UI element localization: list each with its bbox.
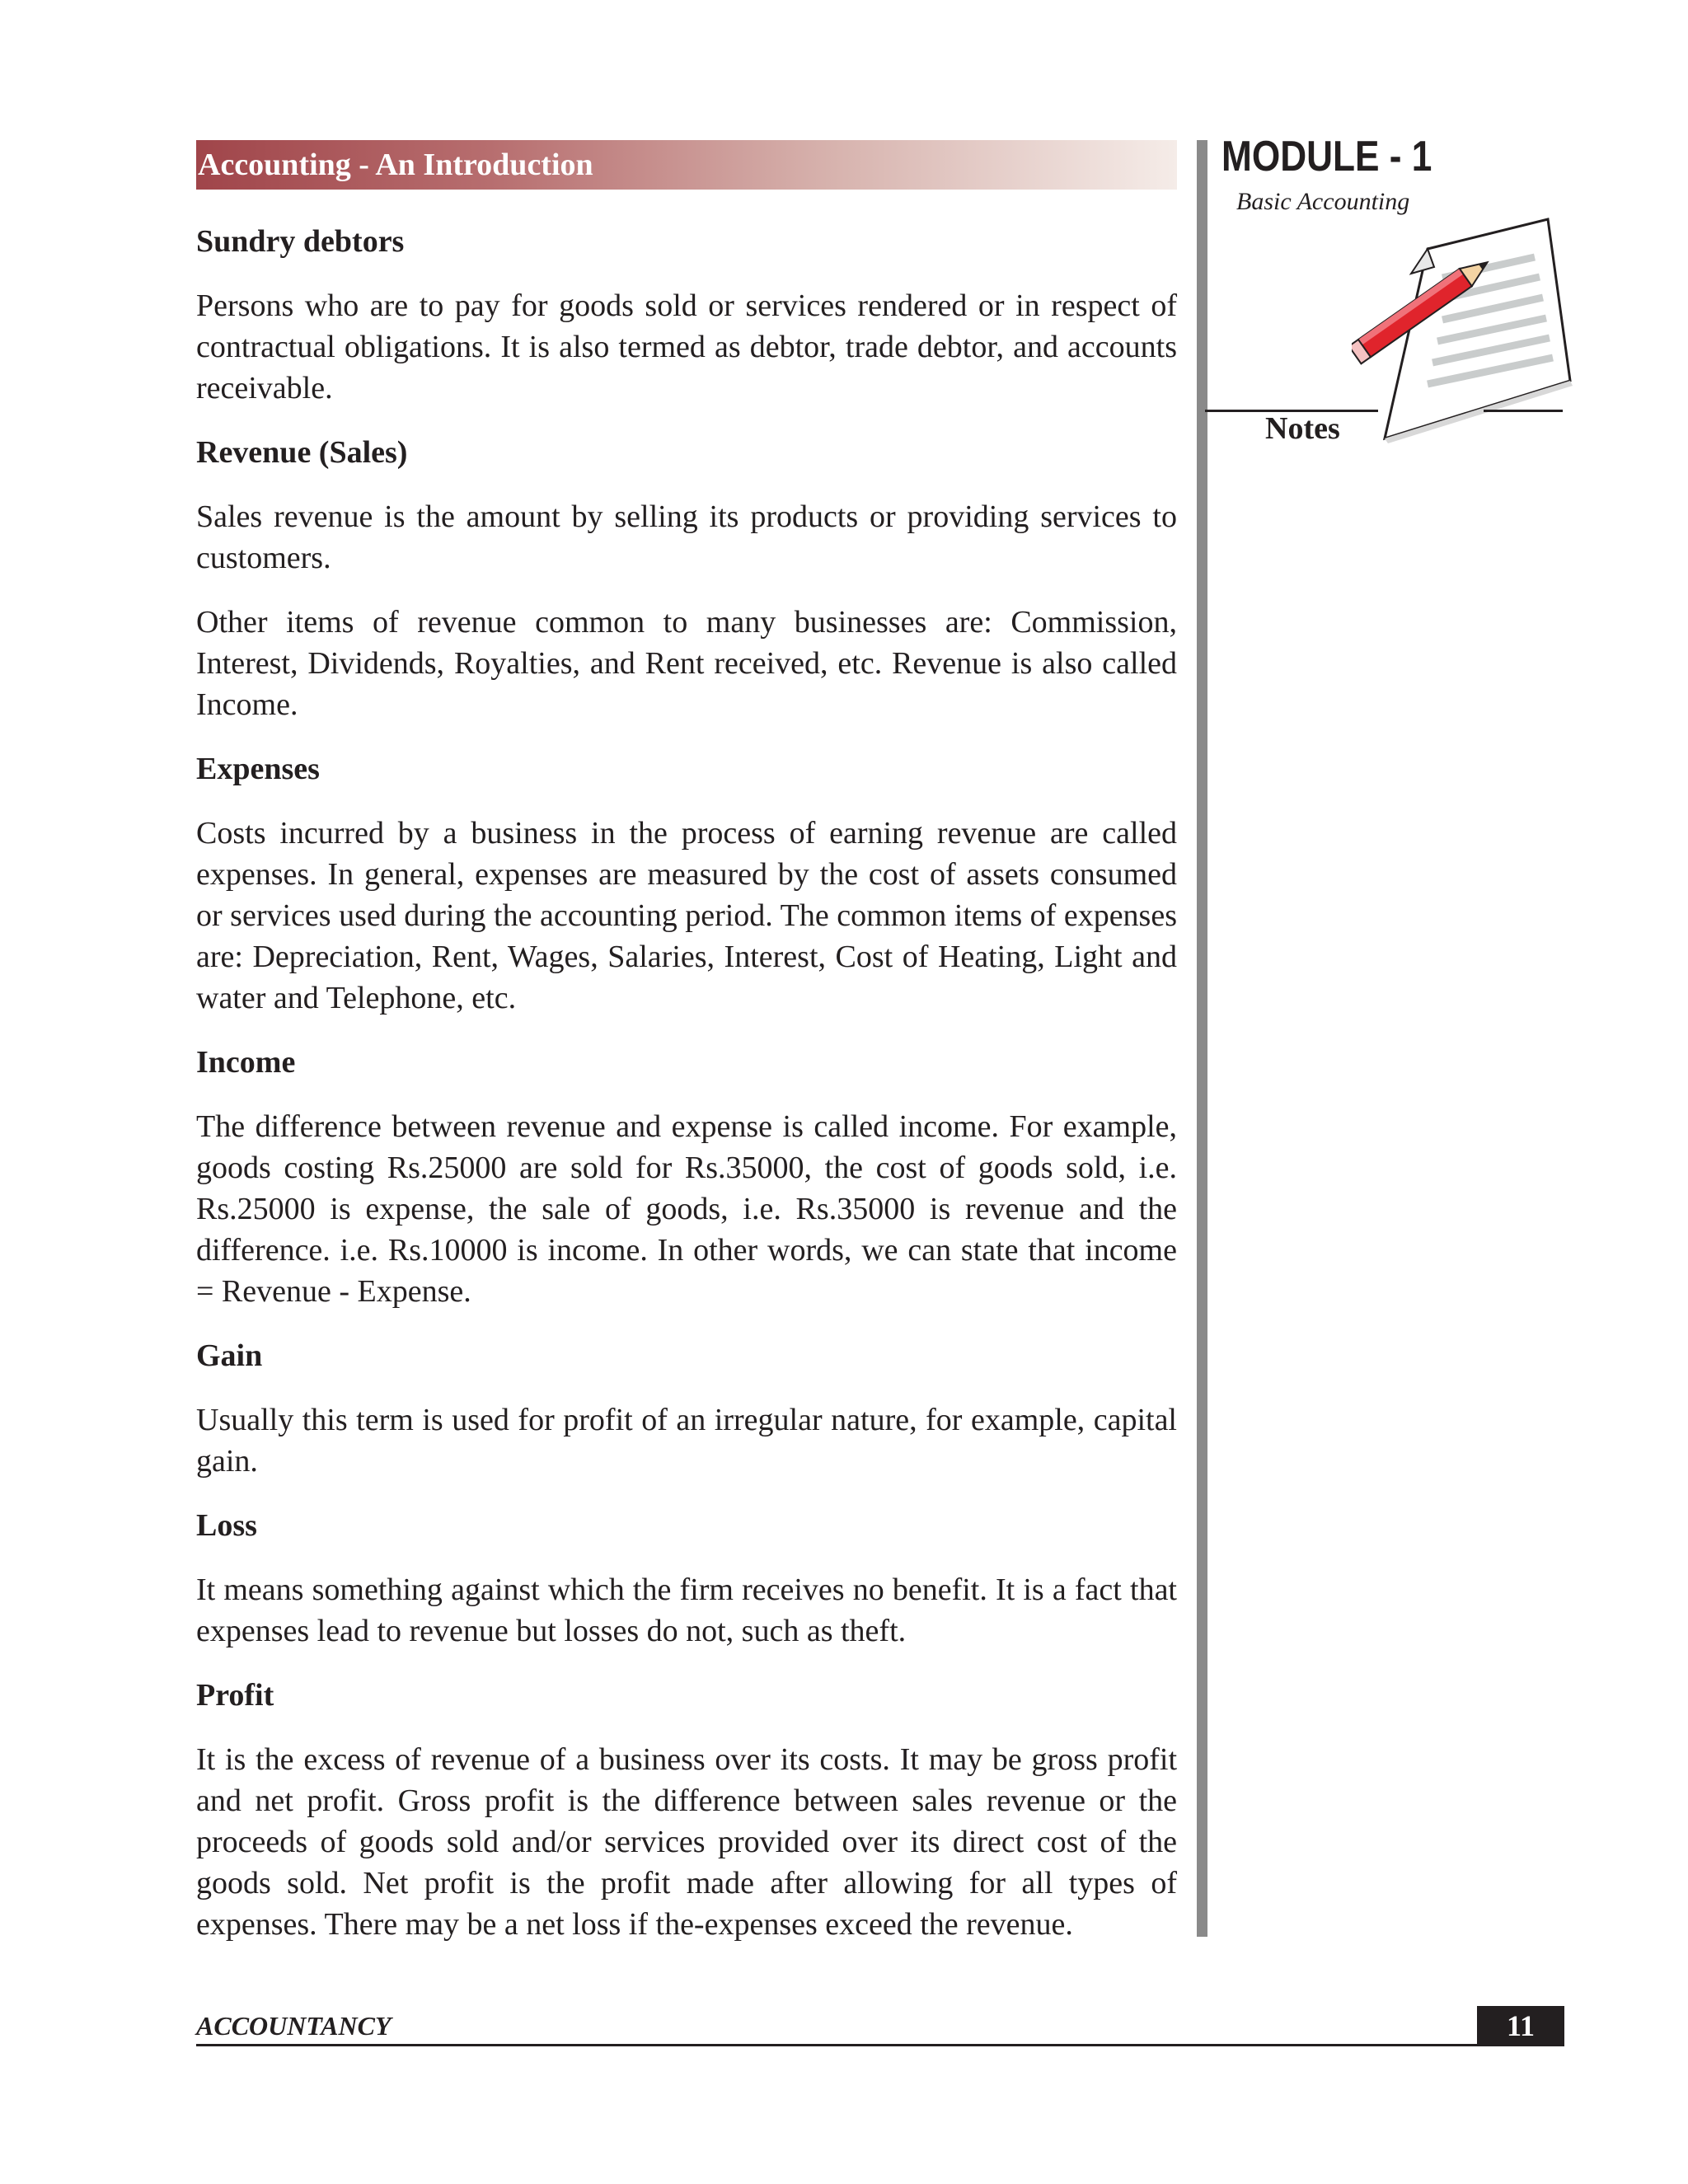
paragraph: Persons who are to pay for goods sold or services rendered or in respect of contractual obligations. It is also termed as debtor, trade debtor, and accounts receivable. <box>196 288 1177 405</box>
term-heading: Sundry debtors <box>196 224 405 259</box>
term-heading: Profit <box>196 1678 274 1713</box>
paragraph: Other items of revenue common to many businesses are: Commission, Interest, Dividends, Royalties, and Rent received, etc. Revenue is also called Income. <box>196 605 1177 722</box>
paragraph: Sales revenue is the amount by selling its products or providing services to customers. <box>196 499 1177 575</box>
footer-rule <box>196 2044 1564 2046</box>
term-heading: Gain <box>196 1338 263 1373</box>
footer-subject: ACCOUNTANCY <box>196 2011 392 2041</box>
chapter-title: Accounting - An Introduction <box>198 148 593 182</box>
module-title: MODULE - 1 <box>1221 133 1432 180</box>
main-content <box>196 221 1177 1968</box>
module-subtitle: Basic Accounting <box>1236 188 1410 215</box>
notes-rule-right <box>1484 410 1563 412</box>
term-heading: Income <box>196 1045 296 1080</box>
notepad-pencil-icon <box>1352 216 1574 455</box>
paragraph: The difference between revenue and expense is called income. For example, goods costing Rs.25000 are sold for Rs.35000, the cost of goods sold, i.e. Rs.25000 is expense, the sale of goods, i.e. Rs.35000 is revenue and the difference. i.e. Rs.10000 is income. In other words, we can state that income = Revenue - Expense. <box>196 1109 1177 1309</box>
paragraph: It is the excess of revenue of a business over its costs. It may be gross profit and net profit. Gross profit is the difference between sales revenue or the proceeds of goods sold and/or services provided over its direct cost of the goods sold. Net profit is the profit made after allowing for all types of expenses. There may be a net loss if the-expenses exceed the revenue. <box>196 1742 1177 1942</box>
paragraph: It means something against which the firm receives no benefit. It is a fact that expenses lead to revenue but losses do not, such as theft. <box>196 1572 1177 1648</box>
term-heading: Expenses <box>196 752 320 786</box>
term-heading: Loss <box>196 1508 257 1543</box>
page-number: 11 <box>1477 2006 1564 2046</box>
term-heading: Revenue (Sales) <box>196 435 408 470</box>
paragraph: Usually this term is used for profit of an irregular nature, for example, capital gain. <box>196 1403 1177 1479</box>
paragraph: Costs incurred by a business in the process of earning revenue are called expenses. In general, expenses are measured by the cost of assets consumed or services used during the accounting period. The common items of expenses are: Depreciation, Rent, Wages, Salaries, Interest, Cost of Heating, Light and water and Telephone, etc. <box>196 816 1177 1015</box>
notes-label: Notes <box>1265 411 1340 446</box>
